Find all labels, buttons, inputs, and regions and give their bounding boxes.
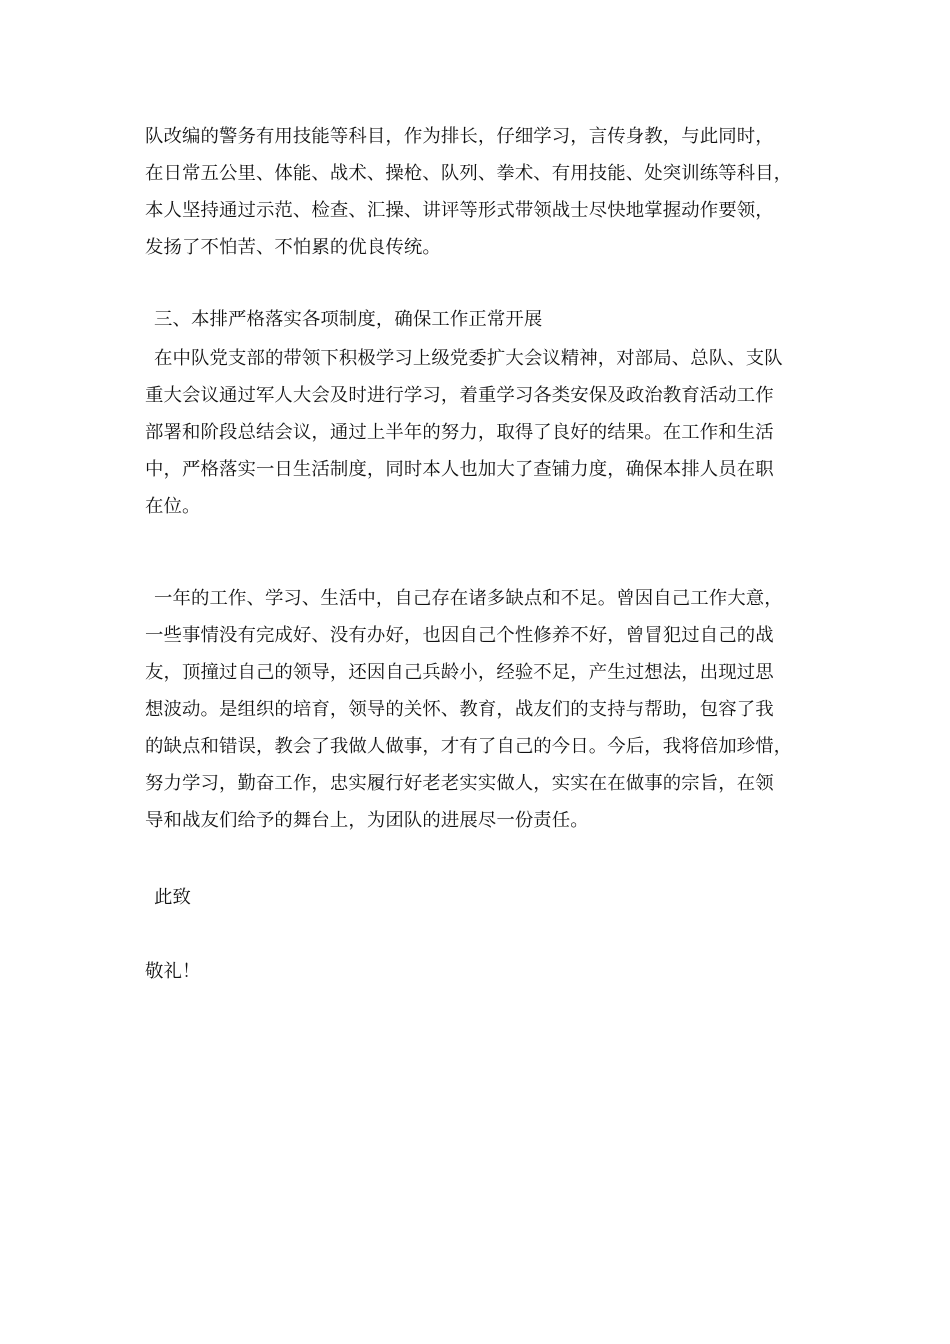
paragraph-training	[145, 118, 825, 266]
paragraph-line: 导和战友们给予的舞台上，为团队的进展尽一份责任。	[145, 810, 589, 831]
paragraph-line: 一年的工作、学习、生活中，自己存在诸多缺点和不足。曾因自己工作大意，	[154, 588, 783, 609]
paragraph-self-reflection	[145, 580, 825, 839]
paragraph-line: 重大会议通过军人大会及时进行学习，着重学习各类安保及政治教育活动工作	[145, 385, 774, 406]
paragraph-line: 中，严格落实一日生活制度，同时本人也加大了查铺力度，确保本排人员在职	[145, 459, 774, 480]
paragraph-party-study	[145, 340, 825, 525]
closing-salutation	[145, 879, 834, 916]
paragraph-line: 在位。	[145, 496, 201, 517]
paragraph-line: 在中队党支部的带领下积极学习上级党委扩大会议精神，对部局、总队、支队	[154, 348, 783, 369]
regards-text: 敬礼！	[145, 961, 201, 982]
paragraph-line: 发扬了不怕苦、不怕累的优良传统。	[145, 237, 441, 258]
paragraph-line: 一些事情没有完成好、没有办好，也因自己个性修养不好，曾冒犯过自己的战	[145, 625, 774, 646]
paragraph-line: 部署和阶段总结会议，通过上半年的努力，取得了良好的结果。在工作和生活	[145, 422, 774, 443]
paragraph-line: 本人坚持通过示范、检查、汇操、讲评等形式带领战士尽快地掌握动作要领，	[145, 200, 774, 221]
paragraph-line: 努力学习，勤奋工作，忠实履行好老老实实做人，实实在在做事的宗旨，在领	[145, 773, 774, 794]
closing-text: 此致	[154, 887, 191, 908]
paragraph-line: 友，顶撞过自己的领导，还因自己兵龄小，经验不足，产生过想法，出现过思	[145, 662, 774, 683]
paragraph-line: 在日常五公里、体能、战术、操枪、队列、拳术、有用技能、处突训练等科目，	[145, 163, 793, 184]
paragraph-line: 的缺点和错误，教会了我做人做事，才有了自己的今日。今后，我将倍加珍惜，	[145, 736, 793, 757]
section-heading-text: 三、本排严格落实各项制度，确保工作正常开展	[154, 309, 543, 330]
paragraph-line: 队改编的警务有用技能等科目，作为排长，仔细学习，言传身教，与此同时，	[145, 126, 774, 147]
closing-regards	[145, 953, 825, 990]
paragraph-line: 想波动。是组织的培育，领导的关怀、教育，战友们的支持与帮助，包容了我	[145, 699, 774, 720]
section-heading	[145, 301, 834, 338]
